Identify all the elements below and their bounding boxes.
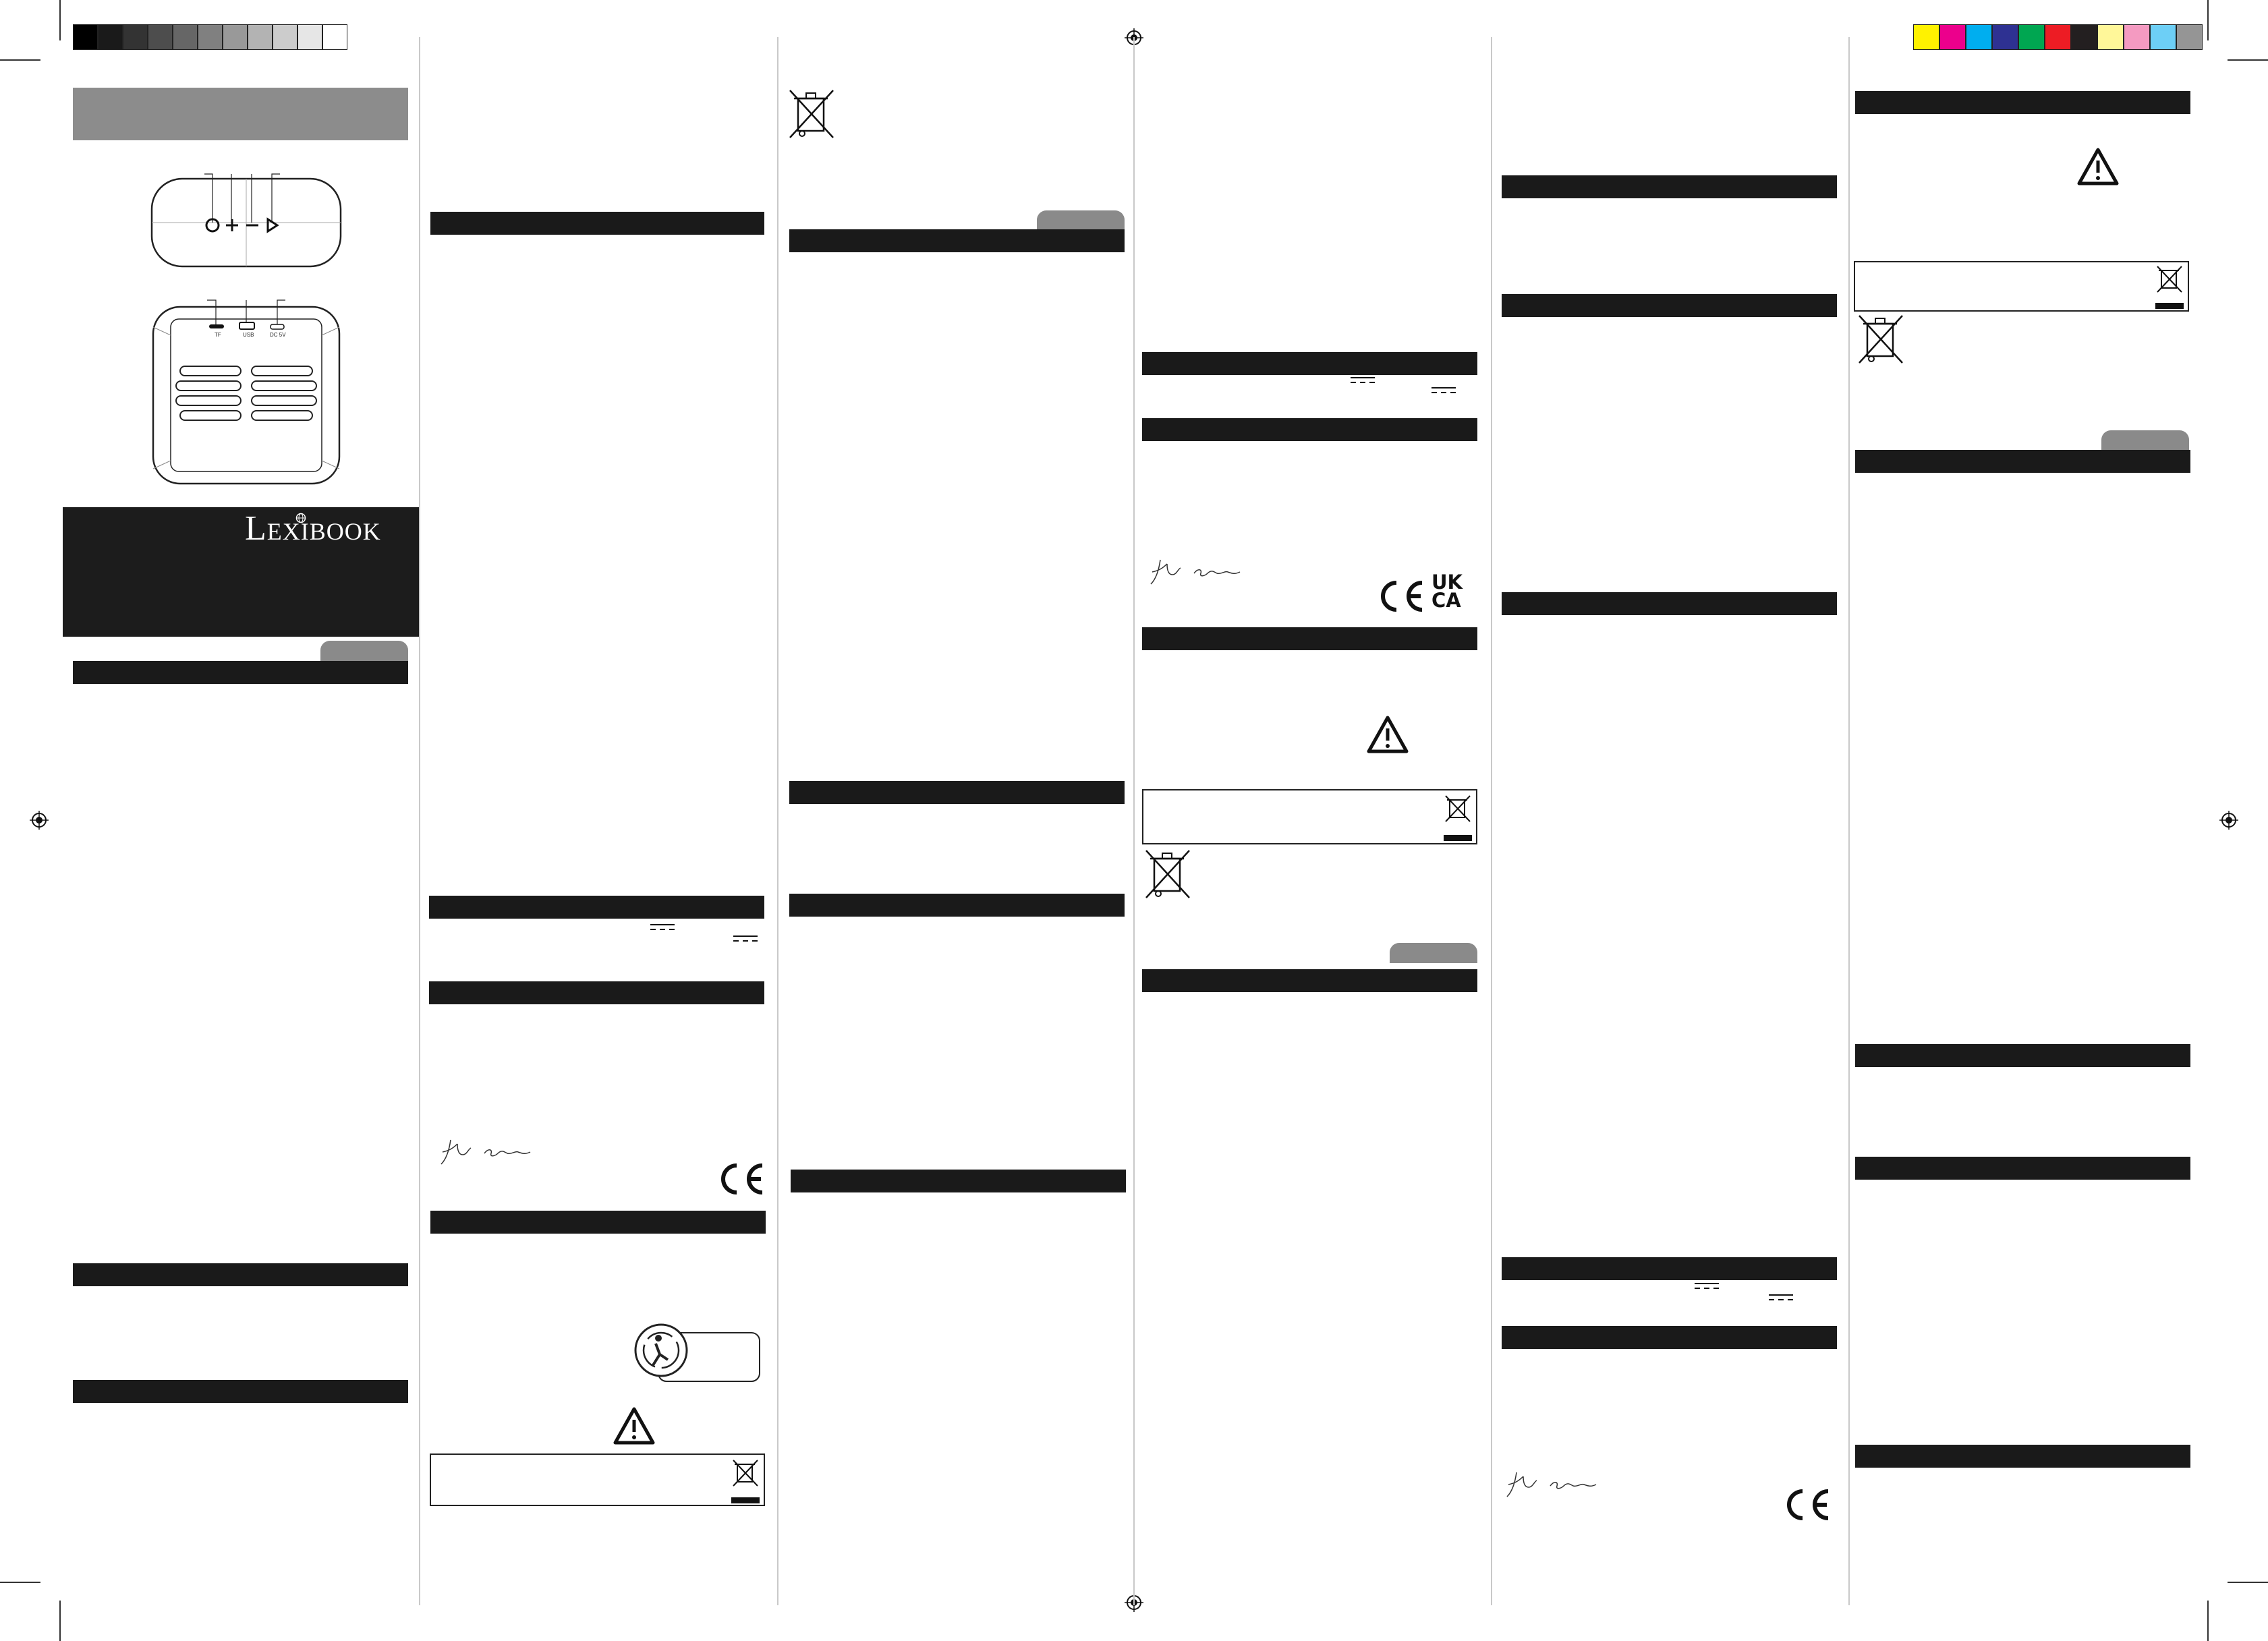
ce-mark-icon	[1781, 1486, 1832, 1524]
section-header-bar	[1855, 1044, 2190, 1067]
crop-mark-bottom-right-v	[2207, 1601, 2209, 1641]
section-header-bar	[430, 212, 764, 235]
triman-recycling-icon	[633, 1322, 762, 1385]
color-swatch	[2018, 24, 2045, 50]
section-header-bar	[430, 1211, 766, 1234]
color-swatch	[73, 24, 98, 50]
crop-mark-top-left-v	[59, 0, 61, 40]
registration-mark-right	[2219, 811, 2238, 830]
warning-triangle-icon	[2076, 147, 2120, 186]
crossed-bin-icon	[2155, 264, 2184, 295]
section-header-bar	[1142, 969, 1477, 992]
color-swatch	[1939, 24, 1966, 50]
crossed-bin-icon	[1142, 846, 1193, 902]
color-swatch	[2045, 24, 2071, 50]
section-header-bar	[1855, 1157, 2190, 1180]
ukca-mark-bottom: CA	[1431, 589, 1461, 612]
color-swatch	[2097, 24, 2124, 50]
section-header-bar	[1502, 175, 1837, 198]
column-divider-2	[777, 37, 778, 1605]
crossed-bin-icon	[786, 86, 837, 142]
speaker-top-view-diagram	[145, 169, 347, 277]
section-header-bar	[1855, 450, 2190, 473]
dc-symbol-icon	[732, 934, 759, 944]
signature	[1503, 1467, 1618, 1501]
language-tab-col4	[1390, 943, 1477, 963]
color-swatch	[297, 24, 322, 50]
language-tab-col1	[320, 641, 408, 661]
color-swatch	[2071, 24, 2097, 50]
dc-symbol-icon	[649, 923, 676, 932]
ce-mark-icon	[715, 1160, 766, 1198]
crop-mark-top-right-h	[2228, 59, 2268, 61]
color-swatch	[148, 24, 173, 50]
dc-symbol-icon	[1349, 376, 1376, 385]
title-banner	[73, 88, 408, 140]
section-header-bar	[789, 894, 1125, 917]
section-header-bar	[1502, 1257, 1837, 1280]
color-swatch	[223, 24, 248, 50]
section-header-bar	[73, 1380, 408, 1403]
crop-mark-bottom-right-h	[2228, 1582, 2268, 1583]
color-swatch	[248, 24, 273, 50]
crop-mark-top-left-h	[0, 59, 40, 61]
column-divider-3	[1133, 37, 1135, 1605]
signature	[1147, 554, 1261, 588]
section-header-bar	[429, 896, 764, 919]
crop-mark-top-right-v	[2207, 0, 2209, 40]
port-label-tf: TF	[215, 332, 221, 338]
dc-symbol-icon	[1767, 1293, 1794, 1302]
warning-triangle-icon	[1366, 715, 1409, 754]
section-header-bar	[1855, 1445, 2190, 1468]
weee-notice-box	[1854, 261, 2189, 312]
weee-black-bar	[731, 1497, 760, 1503]
warning-triangle-icon	[613, 1406, 656, 1445]
port-label-usb: USB	[243, 332, 254, 338]
section-header-bar	[1142, 352, 1477, 375]
registration-mark-left	[30, 811, 49, 830]
section-header-bar	[1855, 91, 2190, 114]
column-divider-1	[419, 37, 420, 1605]
weee-notice-box	[430, 1453, 765, 1506]
language-tab-col6	[2101, 430, 2189, 451]
column-divider-5	[1848, 37, 1850, 1605]
color-swatch	[2176, 24, 2203, 50]
color-swatch	[98, 24, 123, 50]
speaker-back-view-diagram	[145, 287, 347, 489]
section-header-bar	[789, 781, 1125, 804]
ukca-mark	[1431, 573, 1472, 610]
dc-symbol-icon	[1693, 1282, 1720, 1291]
section-header-bar	[1142, 627, 1477, 650]
logo-text: Lexibook	[245, 509, 381, 548]
section-header-bar	[73, 661, 408, 684]
ce-mark-icon	[1375, 577, 1426, 615]
section-header-bar	[791, 1170, 1126, 1192]
lexibook-logo	[245, 509, 381, 548]
port-label-dc: DC 5V	[270, 332, 286, 338]
crop-mark-bottom-left-h	[0, 1582, 40, 1583]
color-swatch	[322, 24, 347, 50]
color-swatch	[2150, 24, 2176, 50]
language-tab-col3	[1037, 210, 1125, 231]
section-header-bar	[429, 981, 764, 1004]
crossed-bin-icon	[1855, 312, 1906, 367]
section-header-bar	[1502, 294, 1837, 317]
section-header-bar	[1502, 592, 1837, 615]
color-swatch	[1913, 24, 1939, 50]
crossed-bin-icon	[731, 1458, 760, 1489]
color-swatch	[1992, 24, 2018, 50]
section-header-bar	[1502, 1326, 1837, 1349]
logo-block	[63, 507, 419, 637]
section-header-bar	[1142, 418, 1477, 441]
signature	[437, 1134, 552, 1168]
section-header-bar	[789, 229, 1125, 252]
color-swatch	[198, 24, 223, 50]
color-swatch	[123, 24, 148, 50]
ukca-mark-top: UK	[1431, 571, 1463, 594]
color-swatch	[1966, 24, 1992, 50]
section-header-bar	[73, 1263, 408, 1286]
weee-black-bar	[1444, 835, 1472, 841]
dc-symbol-icon	[1430, 386, 1457, 395]
column-divider-4	[1491, 37, 1492, 1605]
crop-mark-bottom-left-v	[59, 1601, 61, 1641]
color-swatch	[173, 24, 198, 50]
color-swatch	[273, 24, 297, 50]
color-swatch	[2124, 24, 2150, 50]
crossed-bin-icon	[1443, 793, 1473, 824]
weee-black-bar	[2155, 303, 2184, 309]
globe-icon	[295, 513, 306, 523]
weee-notice-box	[1142, 789, 1477, 844]
